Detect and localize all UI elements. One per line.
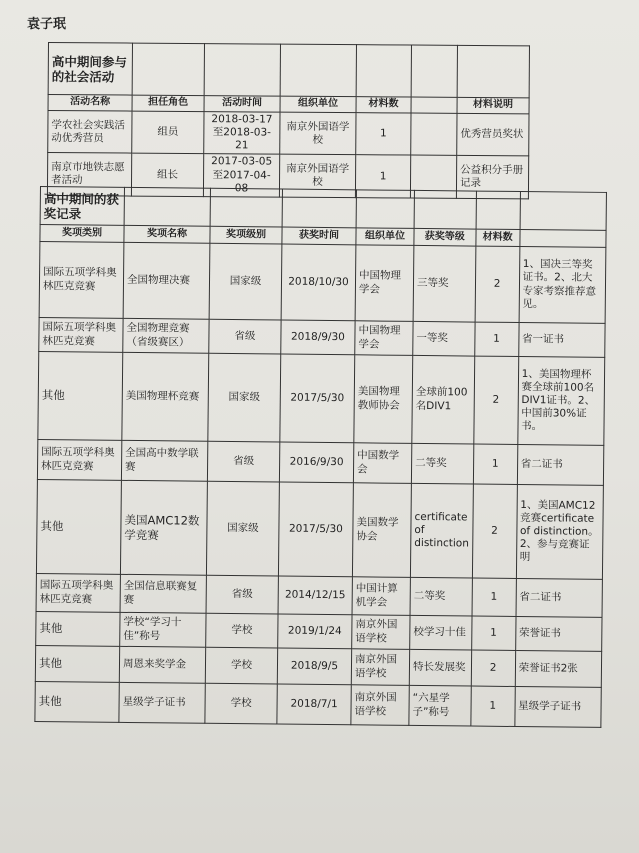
award-category: 国际五项学科奥林匹克竞赛 (36, 573, 120, 612)
award-desc: 星级学子证书 (514, 687, 600, 728)
award-level: 省级 (206, 575, 278, 614)
award-org: 中国物理学会 (355, 245, 414, 322)
award-category: 其他 (36, 611, 120, 646)
awards-title-row (40, 187, 606, 231)
awards-header-cell: 奖项级别 (210, 226, 282, 244)
award-level: 省级 (209, 319, 281, 354)
award-desc: 1、美国物理杯赛全球前100名DIV1证书。2、中国前30%证书。 (517, 357, 604, 446)
award-category: 其他 (35, 681, 119, 722)
award-row (35, 645, 601, 687)
award-date: 2017/5/30 (280, 354, 355, 443)
award-date: 2016/9/30 (279, 442, 353, 483)
award-desc: 省一证书 (518, 323, 604, 358)
activity-org: 南京外国语学校 (279, 154, 355, 197)
award-category: 国际五项学科奥林匹克竞赛 (37, 439, 121, 480)
awards-header-cell: 材料数 (476, 229, 520, 246)
activity-count: 1 (356, 113, 411, 156)
award-name: 全国物理竞赛（省级赛区） (123, 318, 209, 353)
awards-header-cell: 获奖时间 (282, 227, 356, 245)
award-category: 国际五项学科奥林匹克竞赛 (39, 242, 124, 319)
award-grade: certificate of distinction (410, 483, 473, 578)
award-level: 国家级 (206, 481, 279, 576)
awards-header-cell: 组织单位 (356, 228, 414, 246)
award-date: 2017/5/30 (278, 482, 353, 577)
award-org: 中国数学会 (353, 443, 411, 484)
award-count: 1 (470, 686, 514, 726)
award-name: 全国物理决赛 (123, 242, 210, 319)
award-count: 2 (471, 650, 515, 686)
awards-header-cell (520, 230, 606, 248)
activity-role: 组长 (131, 153, 203, 196)
award-desc: 1、国决三等奖证书。2、北大专家考察推荐意见。 (519, 247, 606, 324)
award-desc: 省二证书 (517, 445, 603, 486)
award-count: 1 (472, 578, 516, 616)
award-org: 美国数学协会 (352, 483, 411, 578)
awards-header-cell: 获奖等级 (414, 228, 476, 246)
social-header-cell (411, 97, 457, 113)
award-date: 2018/7/1 (277, 684, 351, 725)
activity-name: 南京市地铁志愿者活动 (47, 153, 131, 196)
award-name: 全国高中数学联赛 (121, 440, 207, 481)
award-count: 1 (471, 616, 515, 650)
award-name: 学校“学习十佳”称号 (120, 612, 206, 647)
award-category: 其他 (36, 479, 121, 574)
award-category: 其他 (35, 645, 119, 682)
student-name: 袁子珉 (27, 17, 67, 32)
award-count: 2 (472, 484, 517, 578)
awards-header-cell: 奖项名称 (124, 225, 210, 243)
award-org: 美国物理教师协会 (354, 355, 413, 444)
award-name: 美国AMC12数学竞赛 (120, 480, 207, 575)
award-grade: “六星学子”称号 (409, 685, 471, 726)
award-name: 全国信息联赛复赛 (120, 574, 206, 613)
activity-desc: 公益积分手册记录 (456, 156, 528, 199)
award-org: 中国物理学会 (355, 321, 413, 356)
activity-desc: 优秀营员奖状 (457, 113, 529, 156)
activity-name: 学农社会实践活动优秀营员 (48, 111, 132, 154)
award-level: 学校 (205, 647, 277, 684)
social-header-cell: 活动名称 (48, 95, 132, 112)
award-row (35, 681, 601, 727)
award-level: 省级 (207, 441, 279, 482)
activity-count: 1 (355, 155, 410, 198)
award-grade: 一等奖 (413, 321, 475, 356)
award-level: 国家级 (208, 353, 281, 442)
awards-header-cell: 奖项类别 (40, 225, 124, 243)
social-row (48, 111, 529, 157)
award-row (39, 242, 605, 324)
award-org: 南京外国语学校 (352, 615, 410, 650)
activity-time: 2018-03-17至2018-03-21 (204, 112, 280, 155)
award-name: 星级学子证书 (119, 682, 205, 723)
award-level: 学校 (205, 683, 277, 724)
award-level: 学校 (206, 613, 278, 648)
social-header-cell: 担任角色 (132, 95, 204, 112)
award-date: 2014/12/15 (278, 576, 352, 615)
award-count: 1 (473, 444, 517, 484)
award-row (36, 573, 602, 617)
activity-time: 2017-03-05至2017-04-08 (203, 154, 279, 197)
social-header-cell: 组织单位 (280, 96, 356, 113)
social-title-row (48, 43, 529, 98)
award-date: 2018/10/30 (281, 244, 356, 321)
award-desc: 省二证书 (516, 579, 602, 618)
award-name: 美国物理杯竞赛 (122, 352, 209, 441)
award-org: 南京外国语学校 (351, 649, 409, 686)
activity-org: 南京外国语学校 (280, 112, 356, 155)
award-row (36, 479, 603, 579)
award-desc: 1、美国AMC12竞赛certificate of distinction。2、参与竞赛证明 (516, 485, 603, 580)
social-header-cell: 活动时间 (204, 96, 280, 113)
award-category: 国际五项学科奥林匹克竞赛 (39, 317, 123, 352)
award-category: 其他 (38, 351, 123, 440)
award-row (38, 351, 605, 445)
award-org: 南京外国语学校 (351, 685, 409, 726)
awards-title: 高中期间的获奖记录 (40, 187, 124, 226)
award-row (37, 439, 603, 485)
award-desc: 荣誉证书 (515, 617, 601, 652)
award-date: 2019/1/24 (278, 614, 352, 649)
award-name: 周恩来奖学金 (119, 646, 205, 683)
award-date: 2018/9/5 (277, 648, 351, 685)
award-grade: 二等奖 (410, 577, 472, 616)
award-grade: 二等奖 (411, 443, 473, 484)
award-count: 2 (473, 356, 518, 444)
social-header-cell: 材料说明 (457, 97, 529, 114)
activity-role: 组员 (132, 111, 204, 154)
award-date: 2018/9/30 (281, 320, 355, 355)
award-count: 2 (475, 246, 520, 322)
award-grade: 校学习十佳 (410, 615, 472, 650)
social-title: 高中期间参与的社会活动 (48, 43, 132, 96)
award-desc: 荣誉证书2张 (515, 651, 601, 688)
awards-table (34, 186, 606, 728)
award-org: 中国计算机学会 (352, 577, 410, 616)
award-count: 1 (474, 322, 518, 356)
award-grade: 三等奖 (413, 245, 475, 322)
award-level: 国家级 (209, 243, 282, 320)
social-activities-table (47, 42, 530, 199)
award-grade: 全球前100名DIV1 (412, 355, 475, 444)
social-header-cell: 材料数 (356, 97, 411, 113)
award-grade: 特长发展奖 (409, 649, 471, 686)
